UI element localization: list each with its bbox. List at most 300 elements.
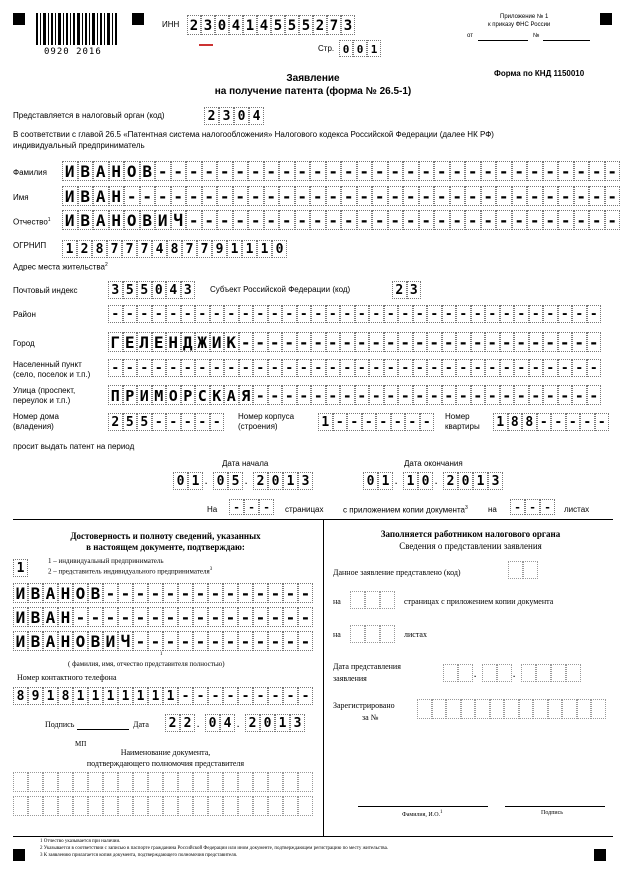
char-cell: - xyxy=(413,385,428,405)
char-cell: - xyxy=(239,359,254,377)
copies-label-text: с приложением копии документа xyxy=(343,505,465,515)
who-option2-text: 2 – представитель индивидуального предпринимателя xyxy=(48,567,210,576)
char-cell: - xyxy=(108,305,123,323)
char-cell: 1 xyxy=(283,472,298,490)
char-cell: - xyxy=(268,607,283,627)
char-cell: 1 xyxy=(103,687,118,705)
char-cell: - xyxy=(239,305,254,323)
char-cell: - xyxy=(572,332,587,352)
sign-dot2: . xyxy=(237,720,240,729)
char-cell: - xyxy=(589,161,605,181)
appendix-from: от xyxy=(467,33,473,39)
char-cell: И xyxy=(62,186,78,206)
char-cell: - xyxy=(527,186,543,206)
char-cell: 1 xyxy=(473,472,488,490)
char-cell: - xyxy=(485,359,500,377)
empty-cell xyxy=(536,664,551,682)
copies-footnote-sup: 3 xyxy=(465,505,468,511)
char-cell: - xyxy=(574,186,590,206)
fio-note-sup: 1 xyxy=(160,652,163,657)
char-cell: 1 xyxy=(367,40,381,57)
empty-cell xyxy=(253,796,268,816)
phone-label: Номер контактного телефона xyxy=(17,673,117,682)
char-cell: 3 xyxy=(201,15,215,35)
char-cell: - xyxy=(238,687,253,705)
tax-authority-label: Представляется в налоговый орган (код) xyxy=(13,111,165,120)
char-cell: 1 xyxy=(133,687,148,705)
char-cell: - xyxy=(140,186,156,206)
char-cell: - xyxy=(163,631,178,651)
registered-number-cells xyxy=(417,699,606,719)
char-cell: - xyxy=(253,583,268,603)
empty-cell xyxy=(238,796,253,816)
empty-cell xyxy=(490,699,505,719)
char-cell: - xyxy=(268,305,283,323)
char-cell: 2 xyxy=(180,714,195,732)
left-title-line1: Достоверность и полноту сведений, указанных xyxy=(70,531,261,541)
patronymic-footnote-sup: 1 xyxy=(47,217,51,223)
char-cell: - xyxy=(558,210,574,230)
char-cell: В xyxy=(88,583,103,603)
flat-cells xyxy=(493,413,609,431)
sign-year-cells xyxy=(245,714,305,732)
char-cell: - xyxy=(442,385,457,405)
char-cell: - xyxy=(253,305,268,323)
char-cell: - xyxy=(372,186,388,206)
char-cell: К xyxy=(224,332,239,352)
pages-cells xyxy=(229,499,274,515)
char-cell: - xyxy=(248,186,264,206)
char-cell: - xyxy=(217,161,233,181)
char-cell: - xyxy=(589,210,605,230)
char-cell: - xyxy=(357,186,373,206)
char-cell: - xyxy=(297,385,312,405)
char-cell: - xyxy=(427,332,442,352)
char-cell: Р xyxy=(181,385,196,405)
char-cell: 0 xyxy=(339,40,353,57)
char-cell: - xyxy=(268,583,283,603)
char-cell: - xyxy=(310,210,326,230)
char-cell: 1 xyxy=(43,687,58,705)
char-cell: - xyxy=(282,332,297,352)
right-fio-label xyxy=(402,810,443,818)
char-cell: - xyxy=(295,210,311,230)
district-label: Район xyxy=(13,310,36,319)
char-cell: - xyxy=(208,583,223,603)
char-cell: - xyxy=(372,210,388,230)
char-cell: - xyxy=(279,210,295,230)
corner-marker-bottom-left xyxy=(13,849,25,861)
char-cell: - xyxy=(88,607,103,627)
char-cell: 5 xyxy=(299,15,313,35)
barcode-number: 0920 2016 xyxy=(44,47,102,57)
char-cell: - xyxy=(566,413,581,431)
char-cell: 1 xyxy=(493,413,508,431)
char-cell: - xyxy=(456,332,471,352)
char-cell: - xyxy=(310,161,326,181)
empty-cell xyxy=(223,796,238,816)
house-label1: Номер дома xyxy=(13,412,59,421)
empty-cell xyxy=(223,772,238,792)
char-cell: - xyxy=(355,385,370,405)
char-cell: - xyxy=(253,359,268,377)
char-cell: - xyxy=(133,631,148,651)
registered-label2: за № xyxy=(362,713,379,722)
char-cell: - xyxy=(326,161,342,181)
char-cell: - xyxy=(413,332,428,352)
empty-cell xyxy=(548,699,563,719)
char-cell: И xyxy=(103,631,118,651)
left-title-line2: в настоящем документе, подтверждаю: xyxy=(86,542,245,552)
empty-cell xyxy=(482,664,497,682)
char-cell: - xyxy=(326,305,341,323)
empty-cell xyxy=(238,772,253,792)
start-date-label: Дата начала xyxy=(222,459,269,468)
flat-label1: Номер xyxy=(445,412,470,421)
char-cell: Р xyxy=(123,385,138,405)
char-cell: 8 xyxy=(92,240,107,258)
char-cell: - xyxy=(264,186,280,206)
char-cell: - xyxy=(193,583,208,603)
char-cell: 3 xyxy=(341,15,355,35)
empty-cell xyxy=(566,664,581,682)
appendix-line2: к приказу ФНС России xyxy=(488,22,551,28)
char-cell: - xyxy=(512,161,528,181)
building-cells xyxy=(318,413,434,431)
empty-cell xyxy=(268,772,283,792)
char-cell: И xyxy=(62,210,78,230)
char-cell: - xyxy=(419,161,435,181)
char-cell: - xyxy=(202,161,218,181)
char-cell: - xyxy=(558,332,573,352)
char-cell: А xyxy=(43,583,58,603)
char-cell: - xyxy=(500,332,515,352)
district-cells xyxy=(108,305,601,323)
char-cell: - xyxy=(193,631,208,651)
char-cell: - xyxy=(362,413,377,431)
char-cell: - xyxy=(137,305,152,323)
char-cell: - xyxy=(419,210,435,230)
char-cell: В xyxy=(78,161,94,181)
char-cell: - xyxy=(118,583,133,603)
address-footnote-sup: 2 xyxy=(105,262,108,268)
char-cell: - xyxy=(605,210,621,230)
char-cell: - xyxy=(103,607,118,627)
char-cell: - xyxy=(388,210,404,230)
char-cell: - xyxy=(465,161,481,181)
char-cell: - xyxy=(208,687,223,705)
empty-cell xyxy=(475,699,490,719)
empty-cell xyxy=(193,796,208,816)
char-cell: Г xyxy=(108,332,123,352)
corner-marker-bottom-right xyxy=(594,849,606,861)
inn-underline-mark xyxy=(199,41,213,46)
char-cell: 5 xyxy=(123,281,138,299)
received-sheets-cells xyxy=(350,625,395,643)
who-cells xyxy=(13,559,28,577)
char-cell: - xyxy=(420,413,435,431)
char-cell: 7 xyxy=(137,240,152,258)
char-cell: Н xyxy=(58,607,73,627)
appendix-no: № xyxy=(533,33,540,39)
char-cell: - xyxy=(223,583,238,603)
empty-cell xyxy=(533,699,548,719)
empty-cell xyxy=(350,591,365,609)
char-cell: К xyxy=(210,385,225,405)
char-cell: 9 xyxy=(28,687,43,705)
char-cell: О xyxy=(73,583,88,603)
empty-cell xyxy=(298,796,313,816)
char-cell: 2 xyxy=(253,472,268,490)
empty-cell xyxy=(365,591,380,609)
appendix-line1: Приложение № 1 xyxy=(500,14,549,20)
char-cell: - xyxy=(326,186,342,206)
char-cell: - xyxy=(471,305,486,323)
pages-label: страницах xyxy=(285,505,324,514)
empty-cell xyxy=(208,772,223,792)
title-line2: на получение патента (форма № 26.5-1) xyxy=(214,86,412,97)
address-title-text: Адрес места жительства xyxy=(13,262,106,272)
char-cell: - xyxy=(543,359,558,377)
right-on1: на xyxy=(333,597,341,606)
char-cell: 0 xyxy=(268,472,283,490)
char-cell: - xyxy=(233,161,249,181)
char-cell: 7 xyxy=(107,240,122,258)
page-label: Стр. xyxy=(318,44,335,53)
empty-cell xyxy=(73,772,88,792)
empty-cell xyxy=(523,561,538,579)
end-dot1: . xyxy=(395,477,398,486)
stamp-mp: МП xyxy=(75,740,87,748)
house-cells xyxy=(108,413,224,431)
end-year-cells xyxy=(443,472,503,490)
char-cell: - xyxy=(450,210,466,230)
char-cell: 0 xyxy=(215,15,229,35)
char-cell: - xyxy=(340,305,355,323)
char-cell: 1 xyxy=(148,687,163,705)
char-cell: Н xyxy=(109,210,125,230)
char-cell: - xyxy=(283,607,298,627)
char-cell: О xyxy=(124,210,140,230)
char-cell: - xyxy=(178,583,193,603)
sign-line xyxy=(77,729,129,730)
char-cell: 0 xyxy=(152,281,167,299)
empty-cell xyxy=(380,625,395,643)
patronymic-cells xyxy=(62,210,620,230)
char-cell: - xyxy=(253,332,268,352)
corner-marker-top-left xyxy=(13,13,25,25)
char-cell: В xyxy=(28,631,43,651)
sheets-label: листах xyxy=(564,505,590,514)
char-cell: 3 xyxy=(488,472,503,490)
empty-cell xyxy=(350,625,365,643)
char-cell: - xyxy=(465,186,481,206)
char-cell: - xyxy=(442,305,457,323)
char-cell: - xyxy=(186,161,202,181)
name-label: Имя xyxy=(13,193,29,202)
subject-label: Субъект Российской Федерации (код) xyxy=(210,285,351,294)
char-cell: Ч xyxy=(118,631,133,651)
section-bottom-border xyxy=(13,836,613,837)
sheets-cells xyxy=(510,499,555,515)
char-cell: - xyxy=(465,210,481,230)
char-cell: И xyxy=(155,210,171,230)
char-cell: - xyxy=(514,332,529,352)
submit-date-label1: Дата представления xyxy=(333,662,401,671)
char-cell: - xyxy=(181,359,196,377)
char-cell: 3 xyxy=(298,472,313,490)
phone-cells xyxy=(13,687,313,705)
rep-name-cells xyxy=(13,607,313,627)
char-cell: - xyxy=(195,305,210,323)
char-cell: - xyxy=(558,359,573,377)
rep-surname-cells xyxy=(13,583,313,603)
char-cell: - xyxy=(238,607,253,627)
char-cell: - xyxy=(178,631,193,651)
char-cell: - xyxy=(311,385,326,405)
char-cell: - xyxy=(123,359,138,377)
who-option2 xyxy=(48,567,212,575)
street-label1: Улица (проспект, xyxy=(13,386,76,395)
sheets-on-label: на xyxy=(488,505,497,514)
char-cell: 5 xyxy=(137,281,152,299)
char-cell: - xyxy=(587,332,602,352)
char-cell: - xyxy=(587,385,602,405)
char-cell: - xyxy=(217,210,233,230)
char-cell: - xyxy=(152,305,167,323)
char-cell: И xyxy=(210,332,225,352)
char-cell: - xyxy=(605,186,621,206)
char-cell: Ж xyxy=(195,332,210,352)
char-cell: - xyxy=(264,161,280,181)
empty-cell xyxy=(365,625,380,643)
pages-on-label: На xyxy=(207,505,218,514)
right-fio-sup: 1 xyxy=(440,810,443,815)
locality-label2: (село, поселок и т.п.) xyxy=(13,370,91,379)
char-cell: 0 xyxy=(260,714,275,732)
char-cell: - xyxy=(297,359,312,377)
char-cell: Н xyxy=(109,186,125,206)
char-cell: - xyxy=(326,210,342,230)
flat-label2: квартиры xyxy=(445,422,480,431)
char-cell: - xyxy=(372,161,388,181)
char-cell: - xyxy=(481,186,497,206)
postal-label: Почтовый индекс xyxy=(13,286,78,295)
char-cell: - xyxy=(357,210,373,230)
empty-cell xyxy=(283,772,298,792)
city-label: Город xyxy=(13,339,35,348)
doc-name-row2 xyxy=(13,796,313,816)
char-cell: - xyxy=(283,687,298,705)
char-cell: - xyxy=(124,186,140,206)
empty-cell xyxy=(133,796,148,816)
footnote-2: 2 Указывается в соответствии с записью в паспорте гражданина Российской Федерации или ином документе, подтверждающем регистрацию по месту жительства. xyxy=(40,846,389,851)
char-cell: 1 xyxy=(188,472,203,490)
char-cell: - xyxy=(403,186,419,206)
char-cell: - xyxy=(171,161,187,181)
rep-patronymic-cells xyxy=(13,631,313,651)
char-cell: - xyxy=(279,186,295,206)
empty-cell xyxy=(133,772,148,792)
char-cell: - xyxy=(268,332,283,352)
empty-cell xyxy=(562,699,577,719)
char-cell: А xyxy=(43,631,58,651)
char-cell: - xyxy=(244,499,259,515)
char-cell: - xyxy=(574,161,590,181)
char-cell: - xyxy=(496,210,512,230)
char-cell: 0 xyxy=(213,472,228,490)
char-cell: 4 xyxy=(166,281,181,299)
char-cell: - xyxy=(195,359,210,377)
inn-label: ИНН xyxy=(162,20,180,29)
corner-marker-top-right xyxy=(600,13,612,25)
char-cell: - xyxy=(529,359,544,377)
char-cell: Н xyxy=(166,332,181,352)
char-cell: - xyxy=(529,332,544,352)
section-divider xyxy=(323,519,324,836)
char-cell: - xyxy=(384,385,399,405)
char-cell: - xyxy=(540,499,555,515)
char-cell: А xyxy=(43,607,58,627)
char-cell: - xyxy=(369,359,384,377)
char-cell: Я xyxy=(239,385,254,405)
patronymic-label xyxy=(13,217,51,227)
empty-cell xyxy=(461,699,476,719)
empty-cell xyxy=(148,772,163,792)
char-cell: В xyxy=(28,607,43,627)
empty-cell xyxy=(508,561,523,579)
char-cell: - xyxy=(166,359,181,377)
char-cell: - xyxy=(208,607,223,627)
sign-dot1: . xyxy=(197,720,200,729)
char-cell: - xyxy=(481,210,497,230)
char-cell: - xyxy=(233,186,249,206)
char-cell: - xyxy=(413,305,428,323)
char-cell: - xyxy=(152,359,167,377)
surname-cells xyxy=(62,161,620,181)
char-cell: - xyxy=(405,413,420,431)
char-cell: - xyxy=(419,186,435,206)
char-cell: - xyxy=(413,359,428,377)
inn-cells xyxy=(187,15,355,35)
char-cell: - xyxy=(537,413,552,431)
char-cell: 3 xyxy=(290,714,305,732)
char-cell: - xyxy=(333,413,348,431)
char-cell: - xyxy=(605,161,621,181)
pages-with-copy: страницах с приложением копии документа xyxy=(404,597,554,606)
char-cell: - xyxy=(456,305,471,323)
char-cell: - xyxy=(572,385,587,405)
char-cell: 8 xyxy=(58,687,73,705)
surname-label: Фамилия xyxy=(13,168,47,177)
char-cell: - xyxy=(427,359,442,377)
char-cell: - xyxy=(558,385,573,405)
received-pages-cells xyxy=(350,591,395,609)
char-cell: - xyxy=(283,631,298,651)
char-cell: 2 xyxy=(165,714,180,732)
start-month-cells xyxy=(213,472,243,490)
char-cell: - xyxy=(587,305,602,323)
char-cell: - xyxy=(166,413,181,431)
char-cell: - xyxy=(434,186,450,206)
empty-cell xyxy=(458,664,473,682)
char-cell: - xyxy=(551,413,566,431)
char-cell: - xyxy=(73,607,88,627)
char-cell: - xyxy=(384,332,399,352)
char-cell: 1 xyxy=(163,687,178,705)
char-cell: - xyxy=(259,499,274,515)
tax-authority-cells xyxy=(204,107,264,125)
